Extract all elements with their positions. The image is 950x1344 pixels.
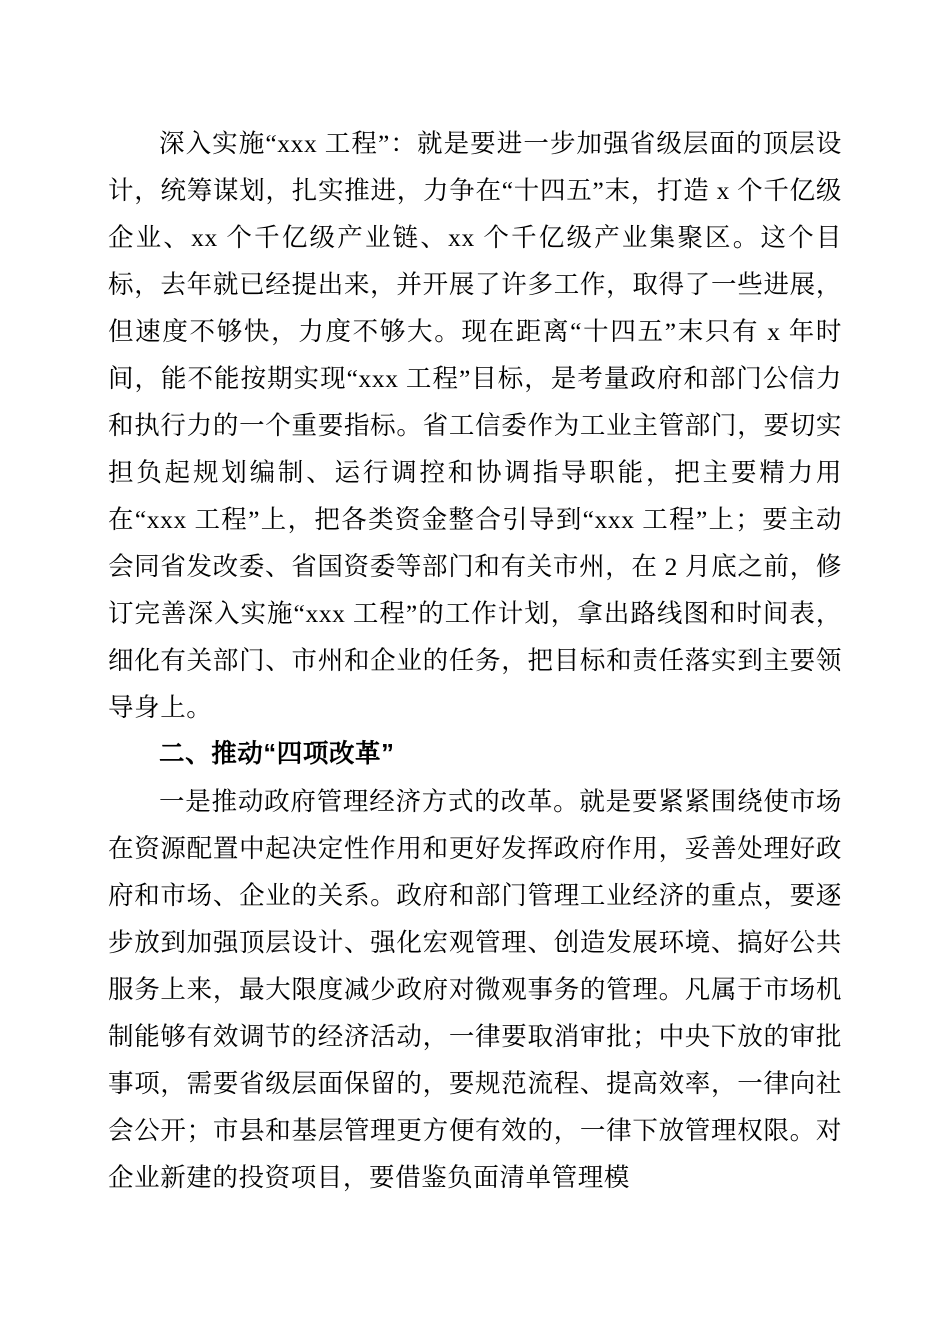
section-heading-2: 二、推动“四项改革” (159, 740, 395, 768)
document-body (108, 120, 842, 1201)
paragraph-2: 一是推动政府管理经济方式的改革。就是要紧紧围绕使市场在资源配置中起决定性作用和更好发挥政府作用，妥善处理好政府和市场、企业的关系。政府和部门管理工业经济的重点，要逐步放到加强顶层设计、强化宏观管理、创造发展环境、搞好公共服务上来，最大限度减少政府对微观事务的管理。凡属于市场机制能够有效调节的经济活动，一律要取消审批；中央下放的审批事项，需要省级层面保留的，要规范流程、提高效率，一律向社会公开；市县和基层管理更方便有效的，一律下放管理权限。对企业新建的投资项目，要借鉴负面清单管理模 (108, 787, 842, 1192)
paragraph-1: 深入实施“xxx 工程”：就是要进一步加强省级层面的顶层设计，统筹谋划，扎实推进，力争在“十四五”末，打造 x 个千亿级企业、xx 个千亿级产业链、xx 个千亿级产业集聚区。这个目标，去年就已经提出来，并开展了许多工作，取得了一些进展，但速度不够快，力度不够大。现在距离“十四五”末只有 x 年时间，能不能按期实现“xxx 工程”目标，是考量政府和部门公信力和执行力的一个重要指标。省工信委作为工业主管部门，要切实担负起规划编制、运行调控和协调指导职能，把主要精力用在“xxx 工程”上，把各类资金整合引导到“xxx 工程”上；要主动会同省发改委、省国资委等部门和有关市州，在 2 月底之前，修订完善深入实施“xxx 工程”的工作计划，拿出路线图和时间表，细化有关部门、市州和企业的任务，把目标和责任落实到主要领导身上。 (108, 129, 842, 722)
